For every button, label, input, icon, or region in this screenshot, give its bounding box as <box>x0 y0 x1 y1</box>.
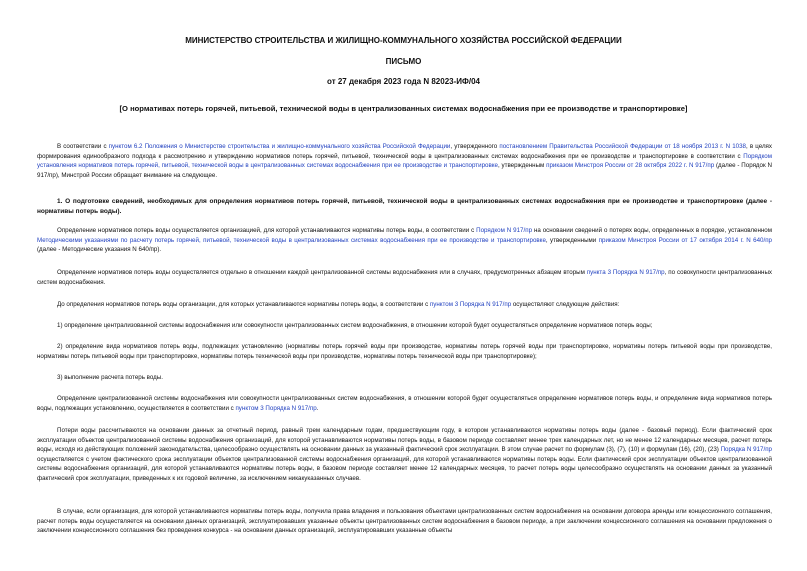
text: . <box>316 404 319 412</box>
paragraph-separate-systems <box>37 268 772 287</box>
document-date-number: от 27 декабря 2023 года N 82023-ИФ/04 <box>327 77 480 86</box>
text: на основании сведений о потерях воды, определенных в порядке, установленном <box>532 227 773 234</box>
text: , утвержденным <box>497 162 547 170</box>
link-regulation-6-2[interactable]: пунктом 6.2 Положения о Министерстве строительства и жилищно-коммунального хозяйства Российской Федерации <box>108 143 451 150</box>
link-procedure[interactable]: Порядком установления нормативов потерь горячей, питьевой, технической воды в централизованных системах водоснабжения при ее производстве и транспортировке <box>37 152 772 170</box>
paragraph-system-definition <box>37 394 772 413</box>
text: осуществляют следующие действия: <box>511 301 620 308</box>
paragraph-definition <box>37 226 772 255</box>
link-clause-3[interactable]: пункта 3 Порядка N 917/пр <box>586 269 665 276</box>
text: (далее - Порядок N 917/пр), Минстрой России обращает внимание на следующее. <box>37 162 772 179</box>
link-clause-3[interactable]: пунктом 3 Порядка N 917/пр <box>429 301 512 308</box>
text: , в целях формирования единообразного подхода к рассмотрению и утверждению нормативов потерь горячей, питьевой, технической воды в централизованных системах водоснабжения при ее производстве и транспортировке в соответствии с <box>37 143 772 160</box>
text: В соответствии с <box>57 143 109 150</box>
text: , утвержденного <box>450 143 500 150</box>
text: До определения нормативов потерь воды организации, для которых устанавливаются нормативы потерь воды, в соответствии с <box>57 301 430 308</box>
paragraph-lease-concession: В случае, если организация, для которой устанавливаются нормативы потерь воды, получила права владения и пользования объектами централизованных систем водоснабжения на основании договора аренды или концессионного соглашения, расчет потерь воды осуществляется на основании данных организаций, эксплуатировавших указанные объекты централизованных систем водоснабжения в базовом периоде, а при заключении концессионного соглашения на основании предложения о заключении концессионного соглашения без проведения конкурса - на основании данных организаций, эксплуатировавших указанные объекты <box>37 508 772 535</box>
text: Определение нормативов потерь воды осуществляется организацией, для которой устанавливаются нормативы потерь воды, в соответствии с <box>57 227 477 234</box>
text: Определение централизованной системы водоснабжения или совокупности централизованных систем водоснабжения, в отношении которой будет осуществляться определение нормативов потерь воды, и определение вида нормативов потерь воды, подлежащих установлению, осуществляется в соответствии с <box>37 395 772 412</box>
link-government-decree-1038[interactable]: постановлением Правительства Российской Федерации от 18 ноября 2013 г. N 1038 <box>499 143 746 150</box>
text: , утвержденными <box>545 236 599 244</box>
link-procedure-917[interactable]: Порядка N 917/пр <box>720 446 772 454</box>
section-heading-1: 1. О подготовке сведений, необходимых для определения нормативов потерь горячей, питьевой, технической воды в централизованных системах водоснабжения при ее производстве и транспортировке (далее - нормативы потерь воды). <box>37 198 772 215</box>
text: Потери воды рассчитываются на основании данных за отчетный период, равный трем календарным годам, предшествующим году, в котором устанавливаются нормативы потерь воды (далее - базовый период). Если фактический срок эксплуатации объектов централизованной системы водоснабжения организаций, для которой устанавливаются нормативы потерь воды, в базовом периоде составляет менее трех календарных лет, но не менее 12 календарных месяцев, расчет потерь воды, исходя из действующих положений законодательства, целесообразно осуществлять на основании данных за указанный фактический срок эксплуатации. В этом случае расчет по формулам (3), (7), (10) и формулам (16), (20), (23) <box>37 427 772 454</box>
paragraph-intro <box>37 142 772 180</box>
text: осуществляется с учетом фактического срока эксплуатации объектов централизованной системы водоснабжения организаций, для которой устанавливаются нормативы потерь воды. Если фактический срок эксплуатации объектов централизованной системы водоснабжения организаций, для которой устанавливаются нормативы потерь воды, в базовом периоде составляет менее 12 календарных месяцев, то расчет потерь воды целесообразно осуществлять на основании данных за указанный фактический срок эксплуатации, приведенных к их годовой величине, за исключением никакуказанных случаев. <box>37 455 772 482</box>
link-order-640[interactable]: приказом Минстроя России от 17 октября 2014 г. N 640/пр <box>598 236 772 244</box>
list-item-3: 3) выполнение расчета потерь воды. <box>57 374 163 381</box>
document-type: ПИСЬМО <box>385 57 422 66</box>
link-order-917[interactable]: приказом Минстроя России от 28 октября 2022 г. N 917/пр <box>546 162 715 170</box>
paragraph-base-period <box>37 426 772 484</box>
text: , по совокупности централизованных систем водоснабжения. <box>37 269 772 286</box>
document-subject: [О нормативах потерь горячей, питьевой, технической воды в централизованных системах водоснабжения при ее производстве и транспортировке] <box>119 104 688 113</box>
ministry-heading: МИНИСТЕРСТВО СТРОИТЕЛЬСТВА И ЖИЛИЩНО-КОММУНАЛЬНОГО ХОЗЯЙСТВА РОССИЙСКОЙ ФЕДЕРАЦИИ <box>185 36 622 45</box>
paragraph-actions <box>37 300 772 310</box>
list-item-1: 1) определение централизованной системы водоснабжения или совокупности централизованных систем водоснабжения, в отношении которой будет осуществляться определение нормативов потерь воды; <box>57 322 653 329</box>
text: Определение нормативов потерь воды осуществляется отдельно в отношении каждой централизованной системы водоснабжения или в случаях, предусмотренных абзацем вторым <box>57 269 587 276</box>
link-clause-3[interactable]: пунктом 3 Порядка N 917/пр <box>235 404 317 412</box>
link-procedure-917[interactable]: Порядком N 917/пр <box>476 227 533 234</box>
text: (далее - Методические указания N 640/пр). <box>37 246 162 254</box>
list-item-2: 2) определение вида нормативов потерь воды, подлежащих установлению (нормативы потерь горячей воды при производстве, нормативы потерь горячей воды при транспортировке, нормативы потерь питьевой воды при производстве, нормативы потерь питьевой воды при транспортировке, нормативы потерь технической воды при производстве, нормативы потерь технической воды при транспортировке); <box>37 343 772 360</box>
link-methodical-guidelines[interactable]: Методическими указаниями по расчету потерь горячей, питьевой, технической воды в централизованных системах водоснабжения при ее производстве и транспортировке <box>37 236 546 244</box>
